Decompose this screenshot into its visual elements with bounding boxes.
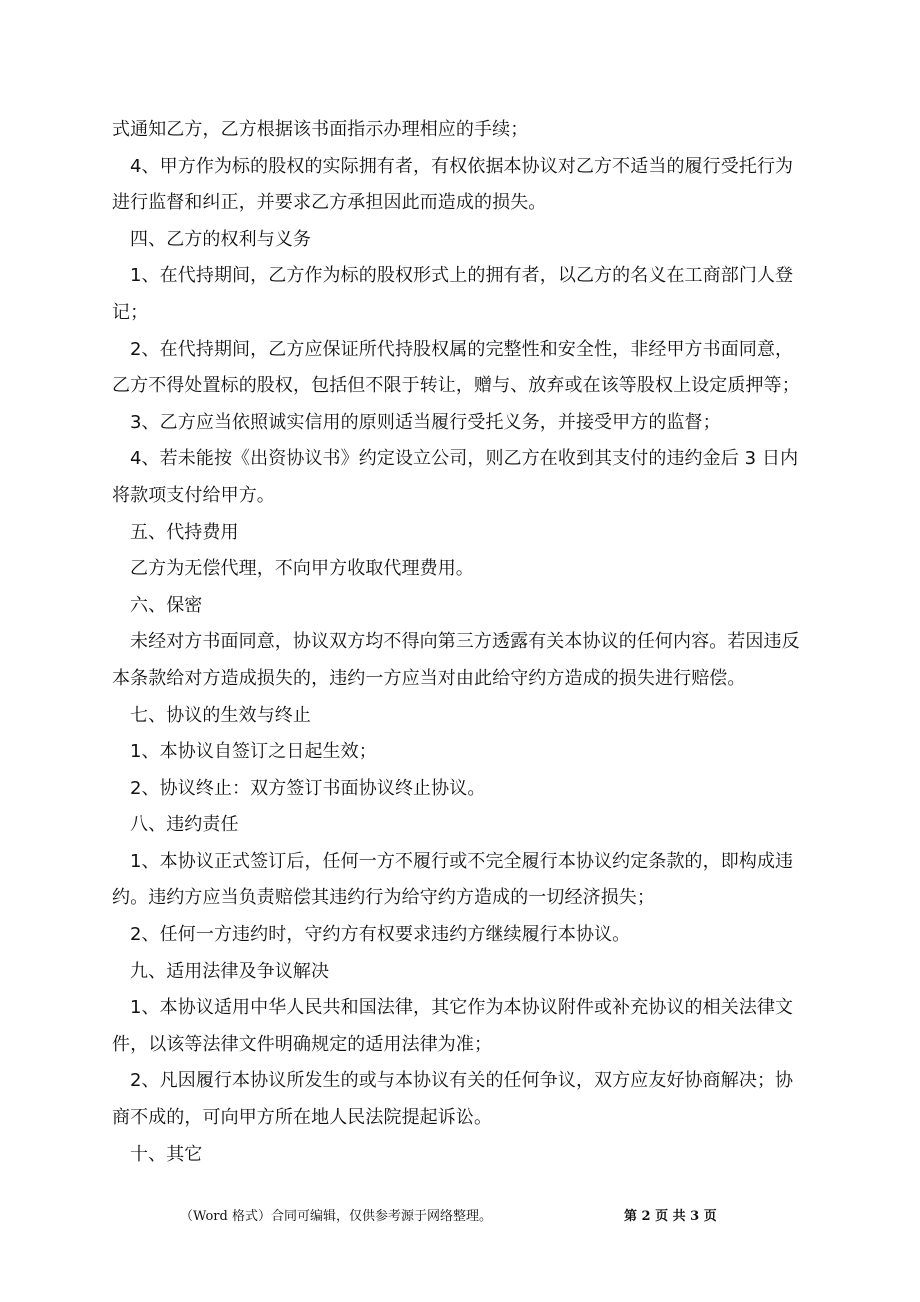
- section-heading: 四、乙方的权利与义务: [130, 228, 311, 250]
- text-line: 乙方为无偿代理，不向甲方收取代理费用。: [130, 558, 474, 580]
- text-line: 4、甲方作为标的股权的实际拥有者，有权依据本协议对乙方不适当的履行受托行为: [130, 155, 794, 177]
- text-line: 1、本协议适用中华人民共和国法律，其它作为本协议附件或补充协议的相关法律文: [130, 997, 794, 1019]
- page-indicator: 第 2 页 共 3 页: [624, 1209, 717, 1224]
- text-line: 式通知乙方，乙方根据该书面指示办理相应的手续；: [112, 119, 529, 140]
- text-line: 乙方不得处置标的股权，包括但不限于转让，赠与、放弃或在该等股权上设定质押等；: [112, 375, 800, 397]
- text-line: 2、在代持期间，乙方应保证所代持股权属的完整性和安全性，非经甲方书面同意，: [130, 338, 794, 360]
- section-heading: 五、代持费用: [130, 521, 239, 543]
- text-line: 1、本协议自签订之日起生效；: [130, 741, 377, 763]
- text-line: 记；: [112, 301, 149, 323]
- section-heading: 六、保密: [130, 594, 203, 616]
- footer-note: （Word 格式）合同可编辑，仅供参考源于网络整理。: [180, 1209, 492, 1224]
- section-heading: 八、违约责任: [130, 814, 239, 836]
- text-line: 件，以该等法律文件明确规定的适用法律为准；: [112, 1033, 493, 1055]
- text-line: 将款项支付给甲方。: [112, 484, 275, 506]
- text-line: 3、乙方应当依照诚实信用的原则适当履行受托义务，并接受甲方的监督；: [130, 411, 721, 433]
- text-line: 2、任何一方违约时，守约方有权要求违约方继续履行本协议。: [130, 924, 631, 946]
- text-line: 1、本协议正式签订后，任何一方不履行或不完全履行本协议约定条款的，即构成违: [130, 850, 794, 872]
- text-line: 商不成的，可向甲方所在地人民法院提起诉讼。: [112, 1107, 493, 1129]
- text-line: 4、若未能按《出资协议书》约定设立公司，则乙方在收到其支付的违约金后 3 日内: [130, 448, 799, 470]
- text-line: 2、协议终止：双方签订书面协议终止协议。: [130, 777, 486, 799]
- section-heading: 九、适用法律及争议解决: [130, 960, 330, 982]
- text-line: 进行监督和纠正，并要求乙方承担因此而造成的损失。: [112, 192, 547, 214]
- text-line: 1、在代持期间，乙方作为标的股权形式上的拥有者，以乙方的名义在工商部门人登: [130, 265, 794, 287]
- text-line: 约。违约方应当负责赔偿其违约行为给守约方造成的一切经济损失；: [112, 887, 655, 909]
- text-line: 本条款给对方造成损失的，违约一方应当对由此给守约方造成的损失进行赔偿。: [112, 667, 746, 689]
- text-line: 2、凡因履行本协议所发生的或与本协议有关的任何争议，双方应友好协商解决；协: [130, 1070, 794, 1092]
- section-heading: 七、协议的生效与终止: [130, 704, 311, 726]
- section-heading: 十、其它: [130, 1143, 203, 1165]
- document-body: [112, 112, 812, 1173]
- text-line: 未经对方书面同意，协议双方均不得向第三方透露有关本协议的任何内容。若因违反: [130, 631, 800, 653]
